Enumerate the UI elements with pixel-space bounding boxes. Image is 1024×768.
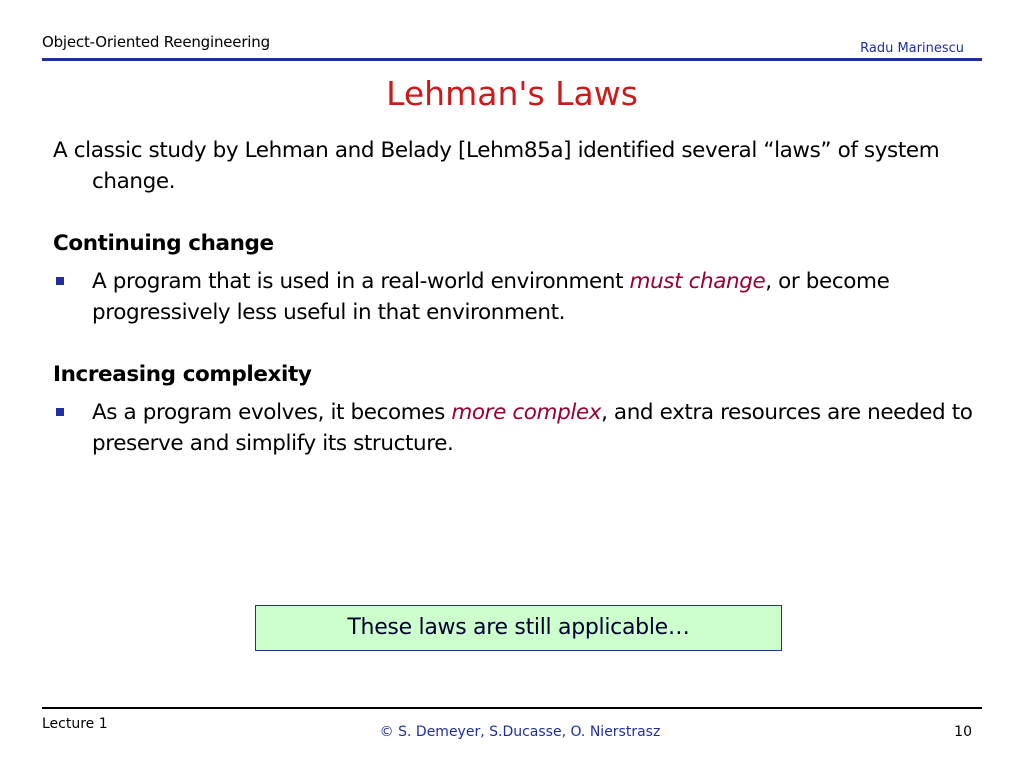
author-name: Radu Marinescu: [860, 41, 964, 56]
lecture-label: Lecture 1: [42, 716, 108, 732]
bullet-text-end: , and extra resources are needed to preserve and simplify its structure.: [92, 400, 973, 456]
header-divider: [42, 58, 982, 61]
bullet-text-start: A program that is used in a real-world environment: [92, 269, 630, 294]
bullet-text-start: As a program evolves, it becomes: [92, 400, 452, 425]
footer-divider: [42, 707, 982, 709]
callout-box: These laws are still applicable…: [255, 605, 782, 651]
bullet-text-end: , or become progressively less useful in that environment.: [92, 269, 890, 325]
course-title: Object-Oriented Reengineering: [42, 33, 270, 51]
bullet-continuing-change: [53, 266, 973, 328]
emphasis-text: more complex: [451, 400, 602, 425]
slide-title: Lehman's Laws: [386, 74, 638, 113]
square-bullet-icon: [56, 277, 64, 285]
intro-paragraph: A classic study by Lehman and Belady [Lehm85a] identified several “laws” of system change.: [53, 138, 940, 194]
emphasis-text: must change: [629, 269, 766, 294]
bullet-increasing-complexity: [53, 397, 973, 459]
section-heading-increasing-complexity: Increasing complexity: [53, 362, 312, 387]
copyright-notice: © S. Demeyer, S.Ducasse, O. Nierstrasz: [379, 724, 661, 740]
slide-body: [53, 135, 973, 459]
page-number: 10: [954, 724, 972, 740]
square-bullet-icon: [56, 408, 64, 416]
section-heading-continuing-change: Continuing change: [53, 231, 274, 256]
